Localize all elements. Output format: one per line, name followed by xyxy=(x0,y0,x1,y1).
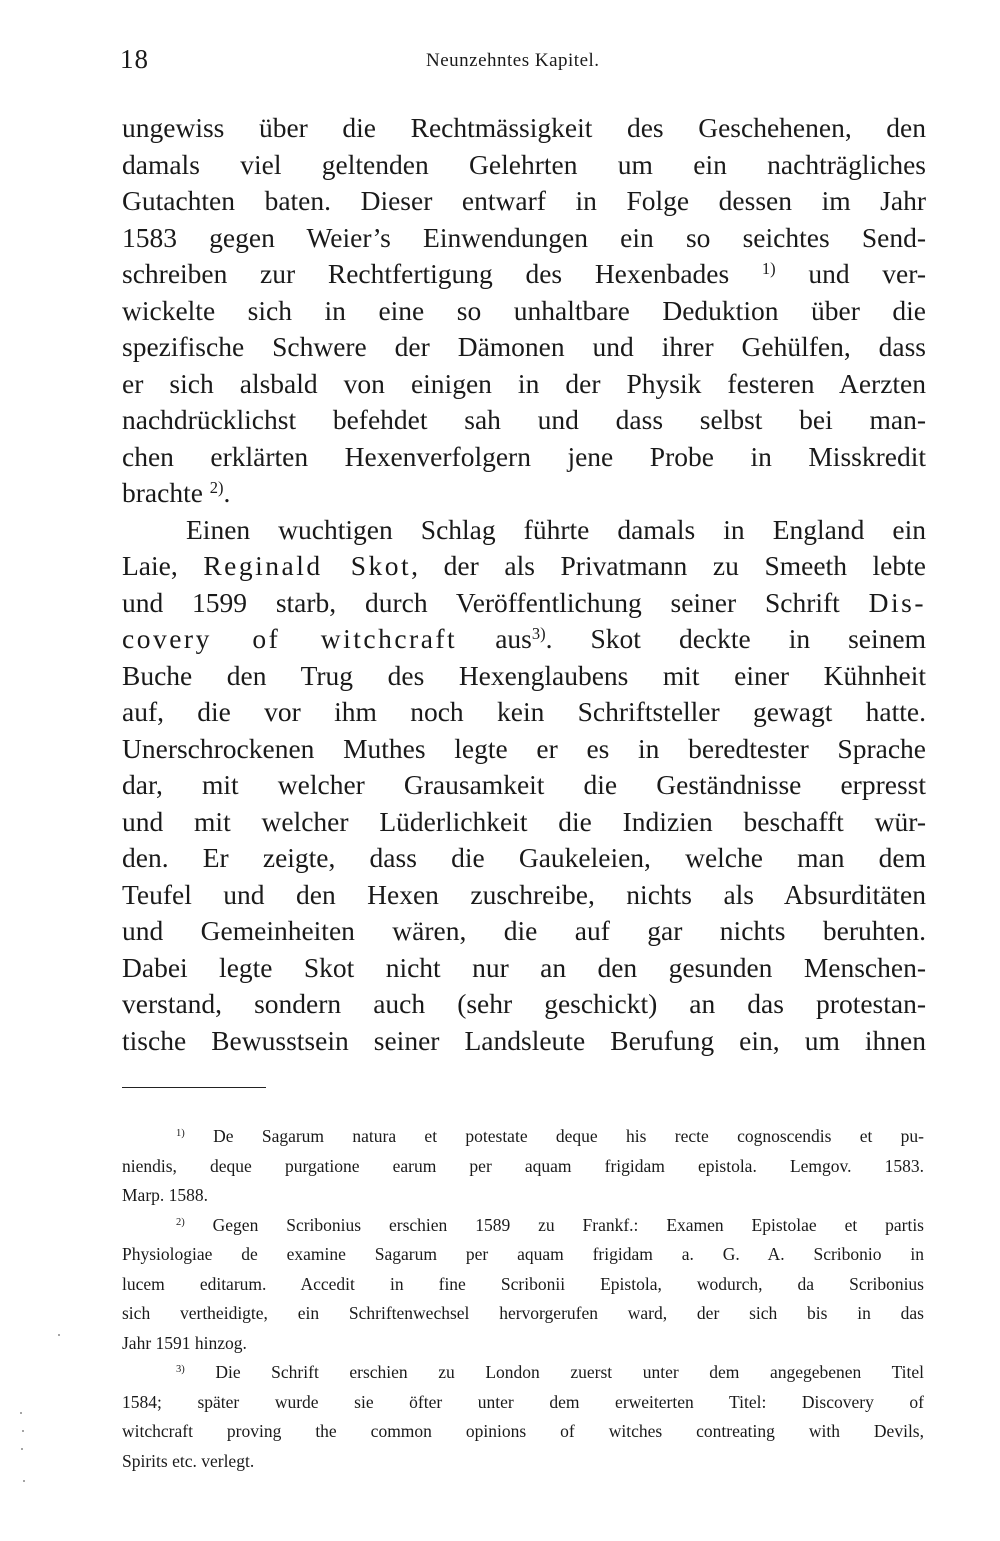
margin-speck xyxy=(58,1334,60,1336)
text-line xyxy=(122,475,926,512)
margin-speck xyxy=(23,1480,25,1482)
footnote-text: Gegen Scribonius erschien 1589 zu Frankf.: Examen Epistolae et partis xyxy=(212,1214,924,1235)
text-line: Buche den Trug des Hexenglaubens mit einer Kühnheit xyxy=(122,659,926,691)
text-line: wickelte sich in eine so unhaltbare Deduktion über die xyxy=(122,294,926,326)
footnote-line: sich vertheidigte, ein Schriftenwechsel hervorgerufen ward, der sich bis in das xyxy=(122,1303,924,1323)
text-line xyxy=(122,548,926,585)
footnote-line: Physiologiae de examine Sagarum per aquam frigidam a. G. A. Scribonio in xyxy=(122,1244,924,1264)
footnote-line: Marp. 1588. xyxy=(122,1185,209,1205)
text-line: spezifische Schwere der Dämonen und ihrer Gehülfen, dass xyxy=(122,331,926,362)
footnote-reference: 1) xyxy=(761,258,776,278)
text-segment: , der als Privatmann zu Smeeth lebte xyxy=(411,550,926,581)
text-line: Dabei legte Skot nicht nur an den gesunden Menschen- xyxy=(122,951,926,983)
footnote-3 xyxy=(122,1358,924,1388)
text-line: Unerschrockenen Muthes legte er es in beredtester Sprache xyxy=(122,732,926,764)
footnote-reference: 2) xyxy=(209,477,224,497)
text-line: tische Bewusstsein seiner Landsleute Berufung ein, um ihnen xyxy=(122,1024,926,1056)
text-line: und Gemeinheiten wären, die auf gar nichts beruhten. xyxy=(122,915,926,946)
footnote-marker: 3) xyxy=(176,1364,185,1376)
footnote-line: witchcraft proving the common opinions of witches contreating with Devils, xyxy=(122,1421,924,1441)
footnote-text: Die Schrift erschien zu London zuerst unter dem angegebenen Titel xyxy=(215,1362,924,1382)
margin-speck xyxy=(22,1430,24,1432)
text-segment: . xyxy=(223,477,231,508)
footnote-1 xyxy=(122,1122,924,1152)
text-line: den. Er zeigte, dass die Gaukeleien, welche man dem xyxy=(122,842,926,873)
text-line: ungewiss über die Rechtmässigkeit des Geschehenen, den xyxy=(122,112,926,143)
text-segment: und 1599 starb, durch Veröffentlichung seiner Schrift xyxy=(122,586,840,618)
footnotes xyxy=(122,1122,924,1476)
page-header xyxy=(120,44,940,84)
author-name: Reginald Skot xyxy=(203,550,412,581)
footnote-divider xyxy=(122,1087,266,1088)
footnote-text: De Sagarum natura et potestate deque his recte cognoscendis et pu- xyxy=(213,1126,925,1146)
text-line xyxy=(122,256,926,293)
text-segment: brachte xyxy=(122,477,203,508)
text-line: dar, mit welcher Grausamkeit die Geständnisse erpresst xyxy=(122,769,926,800)
text-line xyxy=(122,621,926,658)
margin-speck xyxy=(21,1448,23,1450)
footnote-line: Spirits etc. verlegt. xyxy=(122,1450,255,1471)
footnote-line: Jahr 1591 hinzog. xyxy=(122,1332,247,1353)
footnote-line: 1584; später wurde sie öfter unter dem erweiterten Titel: Discovery of xyxy=(122,1391,924,1412)
text-line: nachdrücklichst befehdet sah und dass selbst bei man- xyxy=(122,404,926,435)
book-title: covery of witchcraft xyxy=(122,623,458,654)
text-segment: aus xyxy=(495,623,532,654)
text-line: verstand, sondern auch (sehr geschickt) an das protestan- xyxy=(122,988,926,1019)
footnote-line: lucem editarum. Accedit in fine Scribonii Epistola, wodurch, da Scribonius xyxy=(122,1273,924,1294)
text-segment: Laie, xyxy=(122,550,178,581)
margin-speck xyxy=(20,1412,22,1414)
page-number: 18 xyxy=(120,44,149,74)
footnote-reference: 3) xyxy=(531,623,546,643)
text-line: er sich alsbald von einigen in der Physik festeren Aerzten xyxy=(122,367,926,399)
text-segment: . Skot deckte in seinem xyxy=(545,623,927,654)
text-line: Teufel und den Hexen zuschreibe, nichts als Absurditäten xyxy=(122,878,926,910)
paragraph-start-line: Einen wuchtigen Schlag führte damals in England ein xyxy=(186,513,926,545)
running-title: Neunzehntes Kapitel. xyxy=(426,50,600,71)
text-line: auf, die vor ihm noch kein Schriftsteller gewagt hatte. xyxy=(122,696,926,727)
footnote-marker: 1) xyxy=(176,1128,185,1140)
text-line: chen erklärten Hexenverfolgern jene Probe in Misskredit xyxy=(122,440,926,472)
text-line: Gutachten baten. Dieser entwarf in Folge dessen im Jahr xyxy=(122,185,926,216)
footnote-line: niendis, deque purgatione earum per aquam frigidam epistola. Lemgov. 1583. xyxy=(122,1155,924,1176)
text-segment: und ver- xyxy=(808,258,926,289)
footnote-marker: 2) xyxy=(176,1216,185,1228)
text-line: damals viel geltenden Gelehrten um ein nachträgliches xyxy=(122,148,926,180)
text-line: 1583 gegen Weier’s Einwendungen ein so seichtes Send- xyxy=(122,221,926,253)
main-text xyxy=(122,110,926,1059)
text-line xyxy=(122,585,926,622)
book-title: Dis- xyxy=(868,586,926,618)
text-segment: schreiben zur Rechtfertigung des Hexenbades xyxy=(122,258,730,289)
footnote-2 xyxy=(122,1211,924,1241)
text-line: und mit welcher Lüderlichkeit die Indizien beschafft wür- xyxy=(122,805,926,837)
